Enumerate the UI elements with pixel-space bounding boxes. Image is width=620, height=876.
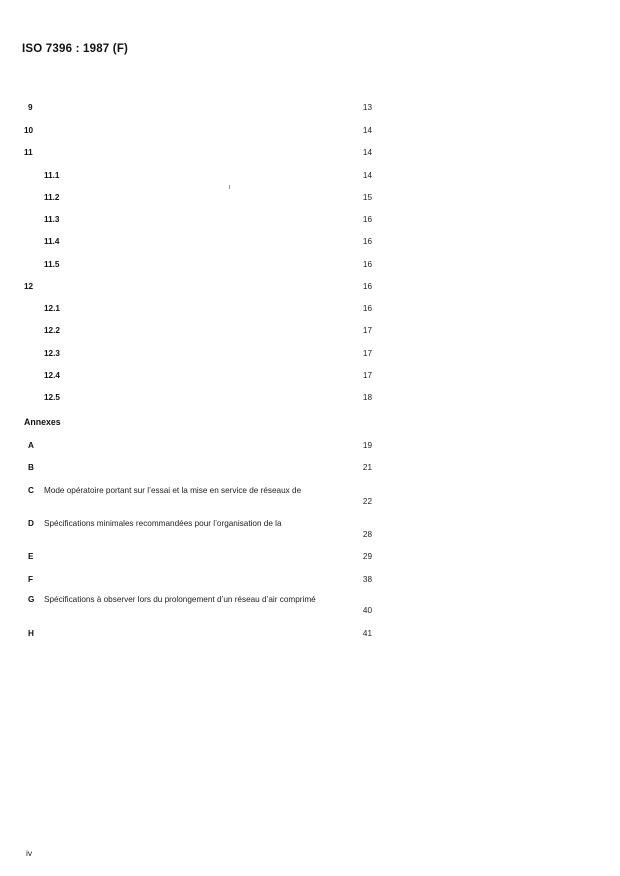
toc-number: 12 xyxy=(24,282,34,291)
toc-number: 11.3 xyxy=(44,215,60,224)
document-header: ISO 7396 : 1987 (F) xyxy=(22,43,129,55)
toc-number: 12.3 xyxy=(44,349,60,358)
toc-page-number: 17 xyxy=(362,371,372,380)
annex-letter: D xyxy=(28,519,34,528)
toc-number: 9 xyxy=(28,103,33,112)
toc-entry-12-4 xyxy=(0,370,620,384)
annex-title-text: Spécifications minimales recommandées pour l’organisation de la xyxy=(44,519,282,528)
toc-entry-11-2 xyxy=(0,192,620,206)
toc-page-number: 14 xyxy=(362,171,372,180)
toc-page-number: 17 xyxy=(362,349,372,358)
toc-entry-12-5 xyxy=(0,392,620,406)
annex-page-number: 29 xyxy=(362,552,372,561)
toc-page-number: 16 xyxy=(362,304,372,313)
print-artifact xyxy=(229,185,230,189)
toc-number: 11.5 xyxy=(44,260,60,269)
toc-page-number: 16 xyxy=(362,282,372,291)
annex-entry-g xyxy=(0,594,620,620)
annex-page-number: 21 xyxy=(362,463,372,472)
toc-page-number: 16 xyxy=(362,237,372,246)
annex-page-number: 41 xyxy=(362,629,372,638)
toc-number: 12.4 xyxy=(44,371,60,380)
annexes-heading: Annexes xyxy=(24,417,61,427)
toc-entry-12-1 xyxy=(0,303,620,317)
toc-number: 12.5 xyxy=(44,393,60,402)
toc-number: 12.1 xyxy=(44,304,60,313)
toc-page-number: 14 xyxy=(362,126,372,135)
annex-title-line-1 xyxy=(44,485,356,496)
toc-page-number: 16 xyxy=(362,215,372,224)
toc-number: 11.4 xyxy=(44,237,60,246)
annex-letter: B xyxy=(28,463,34,472)
toc-number: 11.1 xyxy=(44,171,60,180)
toc-page-number: 14 xyxy=(362,148,372,157)
toc-entry-11-5 xyxy=(0,259,620,273)
annex-title-line-1 xyxy=(44,518,356,529)
annex-letter: H xyxy=(28,629,34,638)
toc-entry-12 xyxy=(0,281,620,295)
toc-entry-9 xyxy=(0,102,620,116)
toc-entry-11-3 xyxy=(0,214,620,228)
annex-page-number: 38 xyxy=(362,575,372,584)
annex-letter: A xyxy=(28,441,34,450)
toc-page-number: 16 xyxy=(362,260,372,269)
annex-title-text: Mode opératoire portant sur l’essai et la mise en service de réseaux de xyxy=(44,486,302,495)
annex-page-number: 40 xyxy=(362,606,372,615)
annex-letter: F xyxy=(28,575,34,584)
toc-page-number: 15 xyxy=(362,193,372,202)
toc-page-number: 18 xyxy=(362,393,372,402)
toc-entry-12-3 xyxy=(0,348,620,362)
toc-entry-11-4 xyxy=(0,236,620,250)
toc-number: 11 xyxy=(24,148,33,157)
toc-entry-11-1 xyxy=(0,170,620,184)
toc-entry-12-2 xyxy=(0,325,620,339)
toc-page-number: 13 xyxy=(362,103,372,112)
annex-page-number: 28 xyxy=(362,530,372,539)
annex-entry-d xyxy=(0,518,620,544)
annex-entry-b xyxy=(0,462,620,476)
annex-title-text: Spécifications à observer lors du prolongement d’un réseau d’air comprimé xyxy=(44,595,316,604)
toc-number: 10 xyxy=(24,126,34,135)
page-number-footer: iv xyxy=(26,848,33,858)
annex-letter: C xyxy=(28,486,34,495)
toc-page-number: 17 xyxy=(362,326,372,335)
annex-entry-e xyxy=(0,551,620,565)
toc-entry-11 xyxy=(0,147,620,161)
annex-entry-h xyxy=(0,628,620,642)
annex-entry-c xyxy=(0,485,620,511)
annex-letter: G xyxy=(28,595,35,604)
annex-page-number: 22 xyxy=(362,497,372,506)
toc-number: 12.2 xyxy=(44,326,60,335)
annex-page-number: 19 xyxy=(362,441,372,450)
annex-letter: E xyxy=(28,552,34,561)
annex-entry-a xyxy=(0,440,620,454)
toc-entry-10 xyxy=(0,125,620,139)
toc-number: 11.2 xyxy=(44,193,60,202)
annex-title-line-1 xyxy=(44,594,356,605)
annex-entry-f xyxy=(0,574,620,588)
